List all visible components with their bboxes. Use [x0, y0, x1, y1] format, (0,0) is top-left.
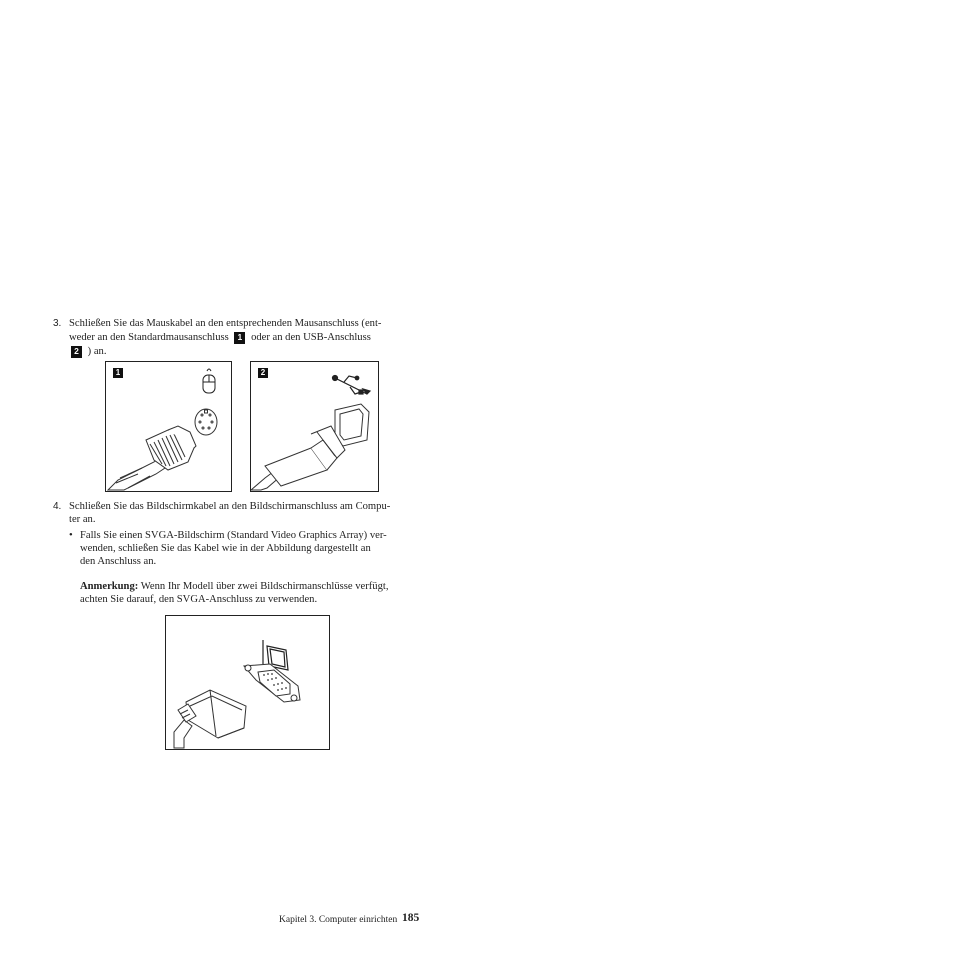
figure-badge-1: 1: [113, 368, 123, 378]
usb-icon: [333, 376, 371, 395]
step-3-line-2-text-b: oder an den USB-Anschluss: [251, 332, 371, 343]
callout-badge-1: 1: [234, 332, 245, 344]
step-4-number: 4.: [53, 501, 62, 512]
figure-badge-2: 2: [258, 368, 268, 378]
step-3-line-2-text-a: weder an den Standardmausanschluss: [69, 332, 229, 343]
note-line-2: achten Sie darauf, den SVGA-Anschluss zu verwenden.: [80, 594, 318, 605]
vga-port-icon: [244, 664, 300, 702]
step-3-number: 3.: [53, 318, 62, 329]
step-3-line-2: [69, 331, 371, 345]
bullet-line-2: wenden, schließen Sie das Kabel wie in der Abbildung dargestellt an: [80, 543, 371, 554]
ps2-port-icon: [195, 409, 217, 435]
note-text-1: Wenn Ihr Modell über zwei Bildschirmanschlüsse verfügt,: [140, 581, 389, 592]
step-4-line-2: ter an.: [69, 514, 96, 525]
step-3-line-1: Schließen Sie das Mauskabel an den entsprechenden Mausanschluss (ent-: [69, 318, 382, 329]
step-3-line-3: [69, 345, 106, 359]
usb-port-icon: [335, 404, 369, 446]
ps2-mouse-illustration: [106, 362, 231, 491]
figure-mouse-connector: [105, 361, 232, 492]
note-label: Anmerkung:: [80, 581, 139, 592]
mouse-icon: [203, 369, 215, 393]
figure-svga-connector: [165, 615, 330, 750]
page-number: 185: [402, 912, 420, 924]
figure-usb-connector: [250, 361, 379, 492]
footer-chapter: Kapitel 3. Computer einrichten: [279, 915, 398, 925]
bullet-line-3: den Anschluss an.: [80, 556, 157, 567]
svga-illustration: [166, 616, 329, 749]
bullet-line-1: Falls Sie einen SVGA-Bildschirm (Standard Video Graphics Array) ver-: [80, 530, 387, 541]
step-4-line-1: Schließen Sie das Bildschirmkabel an den Bildschirmanschluss am Compu-: [69, 501, 391, 512]
note-line-1: [80, 580, 389, 594]
callout-badge-2: 2: [71, 346, 82, 358]
vga-plug-icon: [174, 690, 246, 748]
bullet-marker: •: [69, 530, 73, 541]
ps2-plug-icon: [108, 426, 196, 490]
step-3-line-3-text: ) an.: [87, 346, 107, 357]
usb-plug-icon: [251, 426, 345, 490]
usb-illustration: [251, 362, 378, 491]
